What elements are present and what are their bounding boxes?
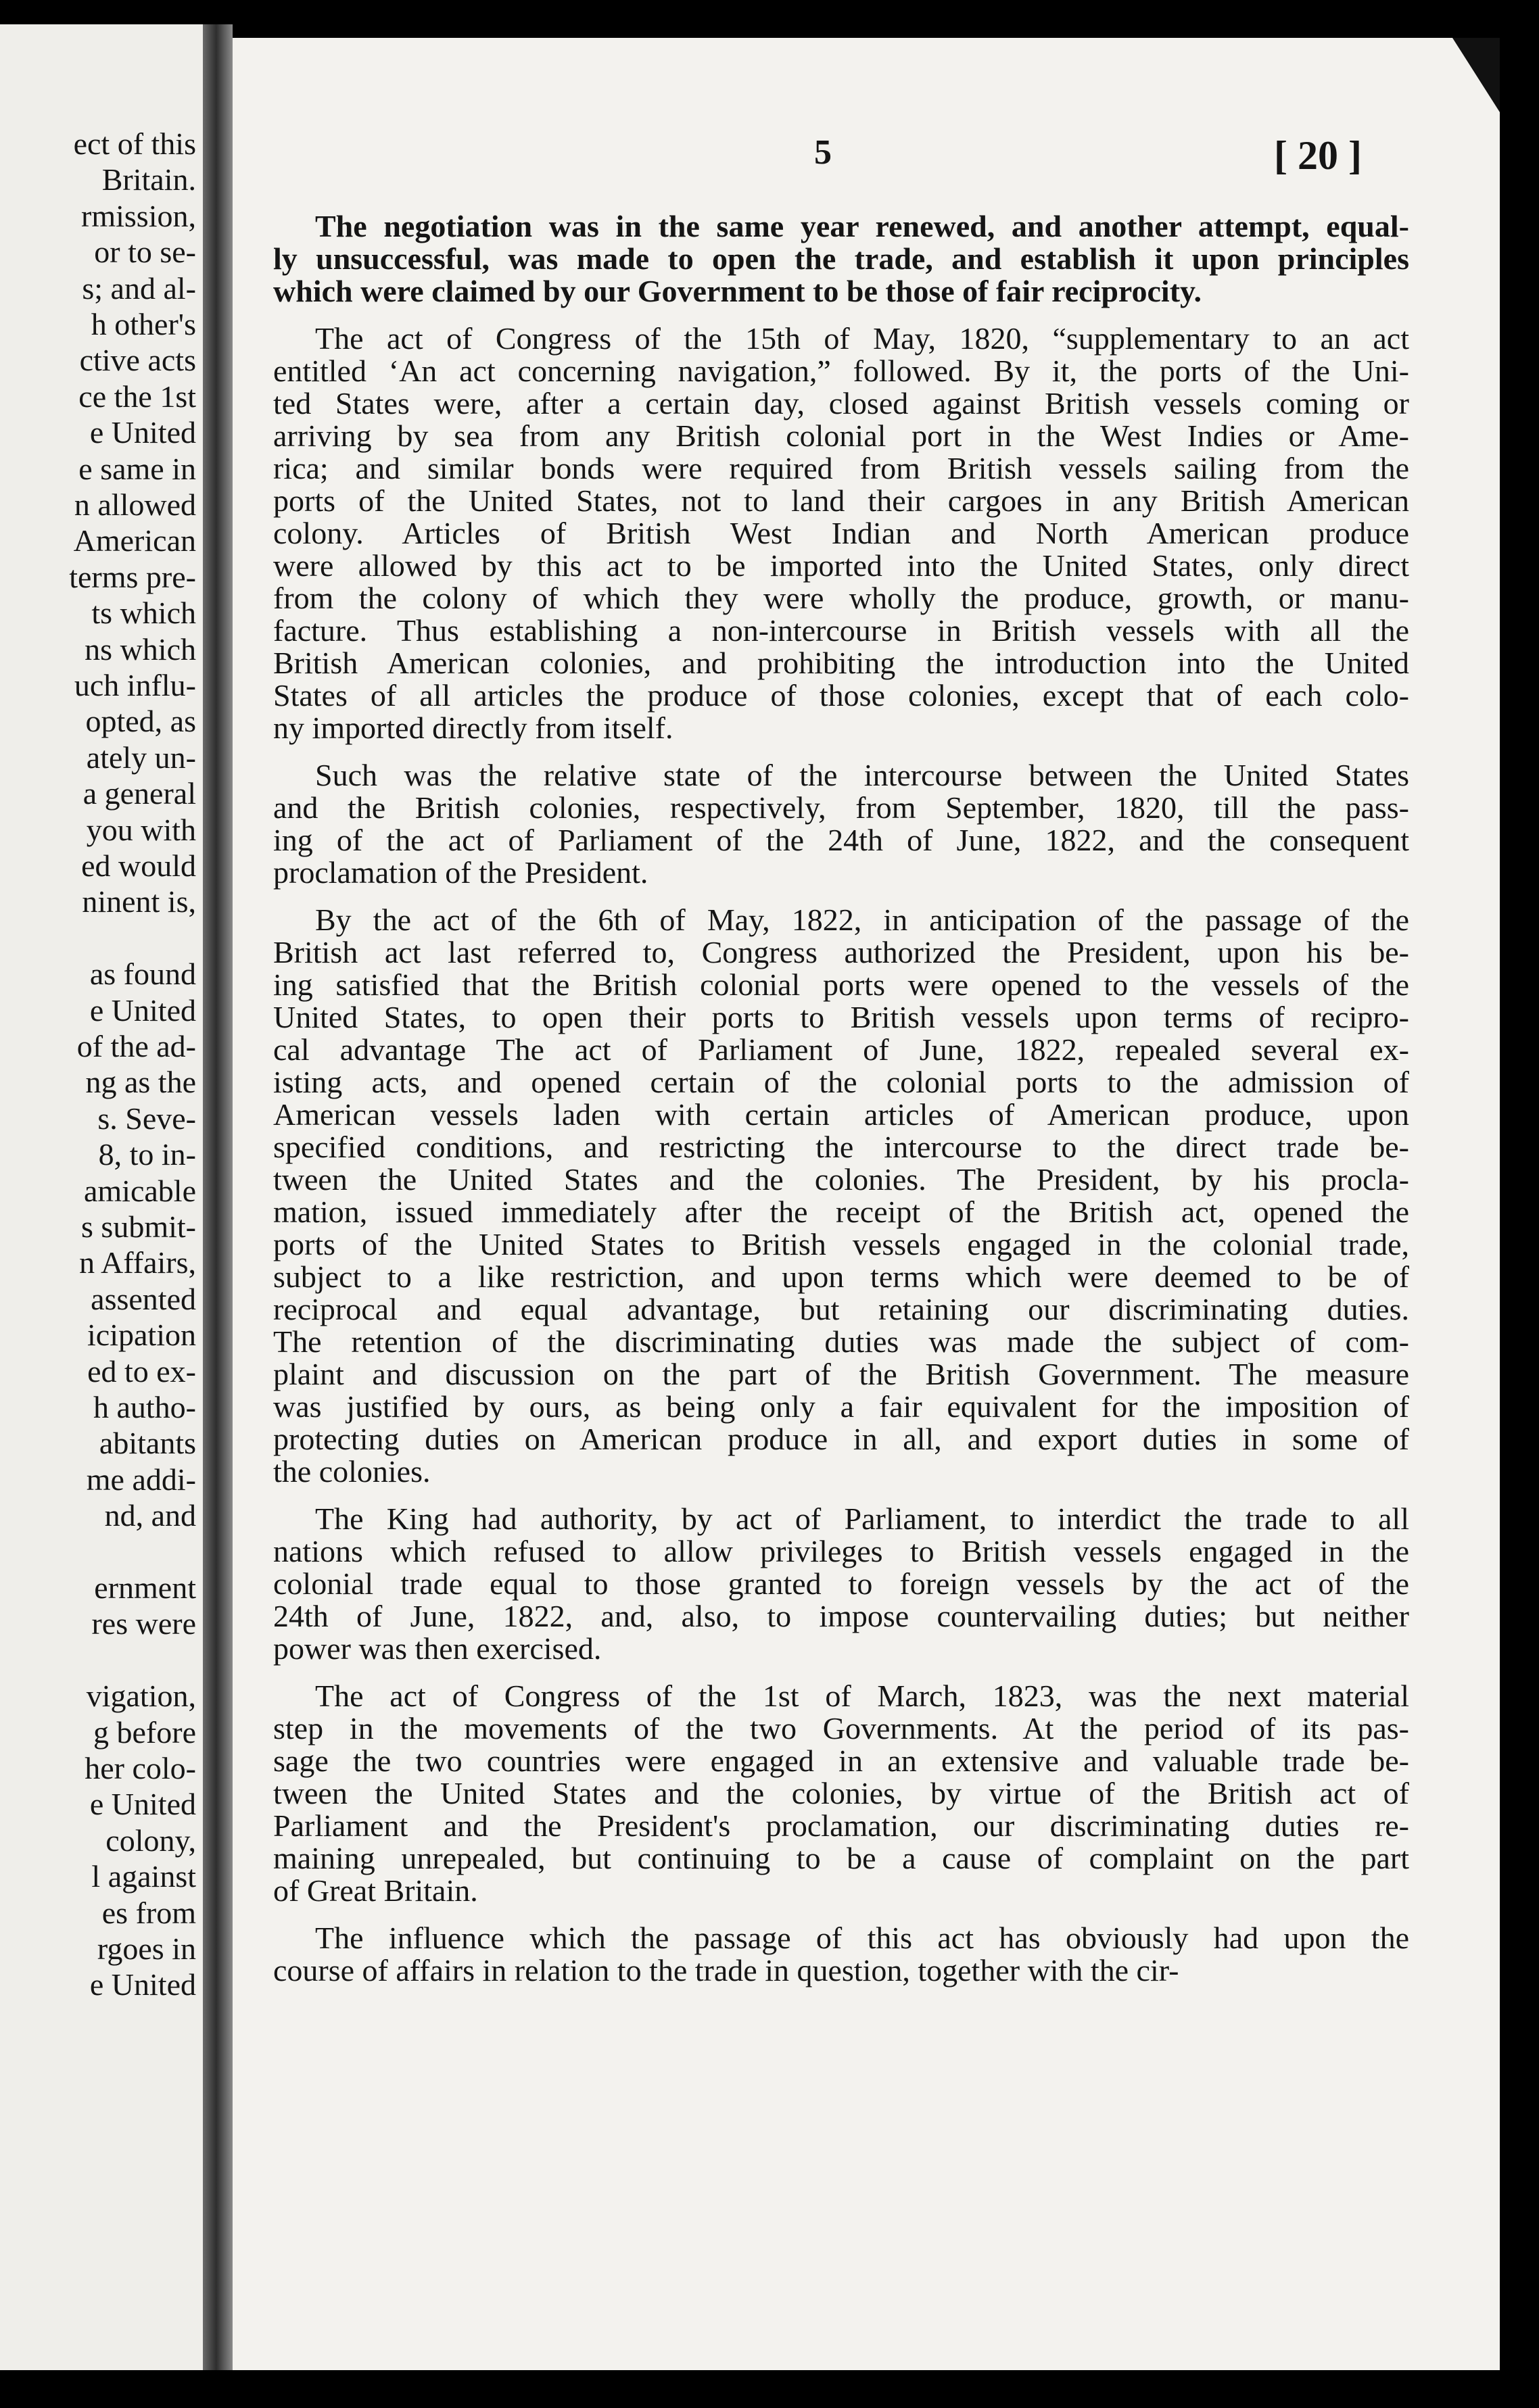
left-page-line: e United bbox=[89, 415, 196, 450]
left-page-line: her colo- bbox=[85, 1751, 196, 1785]
text-line: maining unrepealed, but continuing to be a cause of complaint on the part bbox=[273, 1841, 1409, 1875]
left-page-line: Britain. bbox=[101, 162, 196, 197]
left-page-line: e United bbox=[89, 992, 196, 1028]
text-line: ports of the United States, not to land their cargoes in any British American bbox=[273, 483, 1409, 518]
left-page-line: ernment bbox=[94, 1570, 196, 1605]
left-page-line: g before bbox=[93, 1714, 196, 1750]
left-page-line: nd, and bbox=[104, 1498, 196, 1533]
left-page-line: l against bbox=[91, 1859, 196, 1894]
text-line: course of affairs in relation to the trade in question, together with the cir- bbox=[273, 1953, 1179, 1988]
paragraph bbox=[273, 759, 1409, 889]
right-page bbox=[233, 38, 1500, 2370]
left-page-line: ctive acts bbox=[79, 343, 196, 378]
left-page-line: ce the 1st bbox=[78, 379, 196, 414]
text-line: States of all articles the produce of those colonies, except that of each colo- bbox=[273, 678, 1409, 713]
left-page-line: ect of this bbox=[73, 126, 196, 161]
text-line: The retention of the discriminating duties was made the subject of com- bbox=[273, 1324, 1409, 1359]
left-page-line: vigation, bbox=[86, 1679, 196, 1714]
text-line: proclamation of the President. bbox=[273, 855, 648, 890]
left-page-line: terms pre- bbox=[69, 559, 196, 594]
left-page-line: a general bbox=[82, 776, 196, 811]
text-line: The negotiation was in the same year renewed, and another attempt, equal- bbox=[315, 209, 1409, 243]
text-line: British American colonies, and prohibiting the introduction into the United bbox=[273, 646, 1409, 680]
left-page-line: opted, as bbox=[85, 704, 196, 739]
left-page-line: amicable bbox=[83, 1173, 196, 1208]
left-page-line: you with bbox=[86, 812, 196, 847]
text-line: Such was the relative state of the intercourse between the United States bbox=[315, 758, 1409, 792]
paragraph bbox=[273, 322, 1409, 744]
left-page-line: e United bbox=[89, 1787, 196, 1822]
left-page-line: ninent is, bbox=[82, 884, 196, 919]
paragraph bbox=[273, 1680, 1409, 1907]
paragraph bbox=[273, 1503, 1409, 1665]
text-line: was justified by ours, as being only a fair equivalent for the imposition of bbox=[273, 1389, 1409, 1424]
left-page-line: colony, bbox=[105, 1823, 196, 1858]
left-page-line: uch influ- bbox=[74, 668, 196, 702]
left-page-line: assented bbox=[91, 1281, 196, 1316]
text-line: entitled ‘An act concerning navigation,” followed. By it, the ports of the Uni- bbox=[273, 354, 1409, 388]
text-line: colony. Articles of British West Indian and North American produce bbox=[273, 516, 1409, 550]
text-line: facture. Thus establishing a non-intercourse in British vessels with all the bbox=[273, 613, 1409, 648]
bracket-page-number: [ 20 ] bbox=[1274, 133, 1362, 178]
left-page-line: e United bbox=[89, 1967, 196, 2002]
left-page-line: rgoes in bbox=[97, 1931, 196, 1966]
text-line: ports of the United States to British vessels engaged in the colonial trade, bbox=[273, 1227, 1409, 1261]
left-page-line: es from bbox=[101, 1895, 196, 1930]
paragraph bbox=[273, 1922, 1409, 1987]
text-line: ny imported directly from itself. bbox=[273, 711, 673, 745]
paragraph bbox=[273, 904, 1409, 1488]
text-line: ing of the act of Parliament of the 24th of June, 1822, and the consequent bbox=[273, 823, 1409, 857]
text-line: step in the movements of the two Governments. At the period of its pas- bbox=[273, 1711, 1409, 1745]
left-page-line: as found bbox=[89, 957, 196, 992]
text-line: mation, issued immediately after the receipt of the British act, opened the bbox=[273, 1195, 1409, 1229]
left-page-line: e same in bbox=[78, 451, 196, 486]
left-facing-page bbox=[0, 24, 203, 2370]
left-page-line: ed to ex- bbox=[87, 1353, 196, 1389]
text-line: which were claimed by our Government to be those of fair reciprocity. bbox=[273, 274, 1202, 308]
body-text bbox=[273, 210, 1409, 1987]
text-line: of Great Britain. bbox=[273, 1873, 478, 1908]
left-page-line: res were bbox=[91, 1606, 196, 1641]
left-page-line: s; and al- bbox=[82, 270, 196, 306]
text-line: The act of Congress of the 1st of March, 1823, was the next material bbox=[315, 1679, 1409, 1713]
left-page-line: ng as the bbox=[85, 1065, 196, 1100]
left-page-line: icipation bbox=[87, 1318, 196, 1353]
left-page-line: ts which bbox=[91, 596, 196, 631]
left-page-line: or to se- bbox=[94, 235, 196, 270]
text-line: American vessels laden with certain articles of American produce, upon bbox=[273, 1097, 1409, 1132]
text-line: arriving by sea from any British colonial port in the West Indies or Ame- bbox=[273, 418, 1409, 453]
left-page-line: of the ad- bbox=[76, 1029, 196, 1063]
left-page-line: 8, to in- bbox=[98, 1137, 196, 1172]
text-line: the colonies. bbox=[273, 1454, 431, 1489]
text-line: reciprocal and equal advantage, but retaining our discriminating duties. bbox=[273, 1292, 1409, 1326]
text-line: and the British colonies, respectively, from September, 1820, till the pass- bbox=[273, 790, 1409, 825]
left-page-line: American bbox=[73, 523, 196, 558]
left-page-line: h autho- bbox=[93, 1390, 196, 1424]
text-line: were allowed by this act to be imported into the United States, only direct bbox=[273, 548, 1409, 583]
text-line: ly unsuccessful, was made to open the trade, and establish it upon principles bbox=[273, 241, 1409, 276]
page-corner-fold bbox=[1452, 38, 1500, 112]
text-line: power was then exercised. bbox=[273, 1631, 602, 1666]
left-page-line: ed would bbox=[81, 848, 196, 883]
text-line: tween the United States and the colonies, by virtue of the British act of bbox=[273, 1776, 1409, 1810]
left-page-line: rmission, bbox=[81, 198, 196, 233]
text-line: ing satisfied that the British colonial ports were opened to the vessels of the bbox=[273, 967, 1409, 1002]
left-page-line: n allowed bbox=[74, 487, 196, 522]
text-line: colonial trade equal to those granted to foreign vessels by the act of the bbox=[273, 1566, 1409, 1601]
text-line: By the act of the 6th of May, 1822, in anticipation of the passage of the bbox=[315, 902, 1409, 937]
left-page-line: h other's bbox=[91, 307, 196, 341]
text-line: British act last referred to, Congress authorized the President, upon his be- bbox=[273, 935, 1409, 969]
text-line: ted States were, after a certain day, closed against British vessels coming or bbox=[273, 386, 1409, 420]
left-page-line: abitants bbox=[99, 1426, 196, 1461]
text-line: tween the United States and the colonies. The President, by his procla- bbox=[273, 1162, 1409, 1197]
text-line: subject to a like restriction, and upon terms which were deemed to be of bbox=[273, 1259, 1409, 1294]
text-line: nations which refused to allow privileges to British vessels engaged in the bbox=[273, 1534, 1409, 1568]
left-page-line: me addi- bbox=[86, 1462, 196, 1497]
text-line: plaint and discussion on the part of the British Government. The measure bbox=[273, 1357, 1409, 1391]
text-line: protecting duties on American produce in all, and export duties in some of bbox=[273, 1422, 1409, 1456]
text-line: isting acts, and opened certain of the colonial ports to the admission of bbox=[273, 1065, 1409, 1099]
text-line: sage the two countries were engaged in an extensive and valuable trade be- bbox=[273, 1743, 1409, 1778]
text-line: The King had authority, by act of Parliament, to interdict the trade to all bbox=[315, 1501, 1409, 1536]
paragraph bbox=[273, 210, 1409, 308]
left-page-line: n Affairs, bbox=[79, 1245, 196, 1280]
text-line: 24th of June, 1822, and, also, to impose countervailing duties; but neither bbox=[273, 1599, 1409, 1633]
left-page-line: ns which bbox=[85, 631, 196, 667]
text-line: The influence which the passage of this act has obviously had upon the bbox=[315, 1921, 1409, 1955]
left-page-line: ately un- bbox=[86, 740, 196, 775]
text-line: United States, to open their ports to British vessels upon terms of recipro- bbox=[273, 1000, 1409, 1034]
book-gutter bbox=[203, 24, 233, 2370]
text-line: cal advantage The act of Parliament of June, 1822, repealed several ex- bbox=[273, 1032, 1409, 1067]
text-line: from the colony of which they were wholly the produce, growth, or manu- bbox=[273, 581, 1409, 615]
text-line: Parliament and the President's proclamation, our discriminating duties re- bbox=[273, 1808, 1409, 1843]
text-line: rica; and similar bonds were required from British vessels sailing from the bbox=[273, 451, 1409, 485]
left-page-line: s. Seve- bbox=[97, 1101, 196, 1136]
page-number: 5 bbox=[814, 133, 832, 172]
left-page-line: s submit- bbox=[81, 1209, 196, 1244]
text-line: specified conditions, and restricting the intercourse to the direct trade be- bbox=[273, 1130, 1409, 1164]
text-line: The act of Congress of the 15th of May, 1820, “supplementary to an act bbox=[315, 321, 1409, 356]
